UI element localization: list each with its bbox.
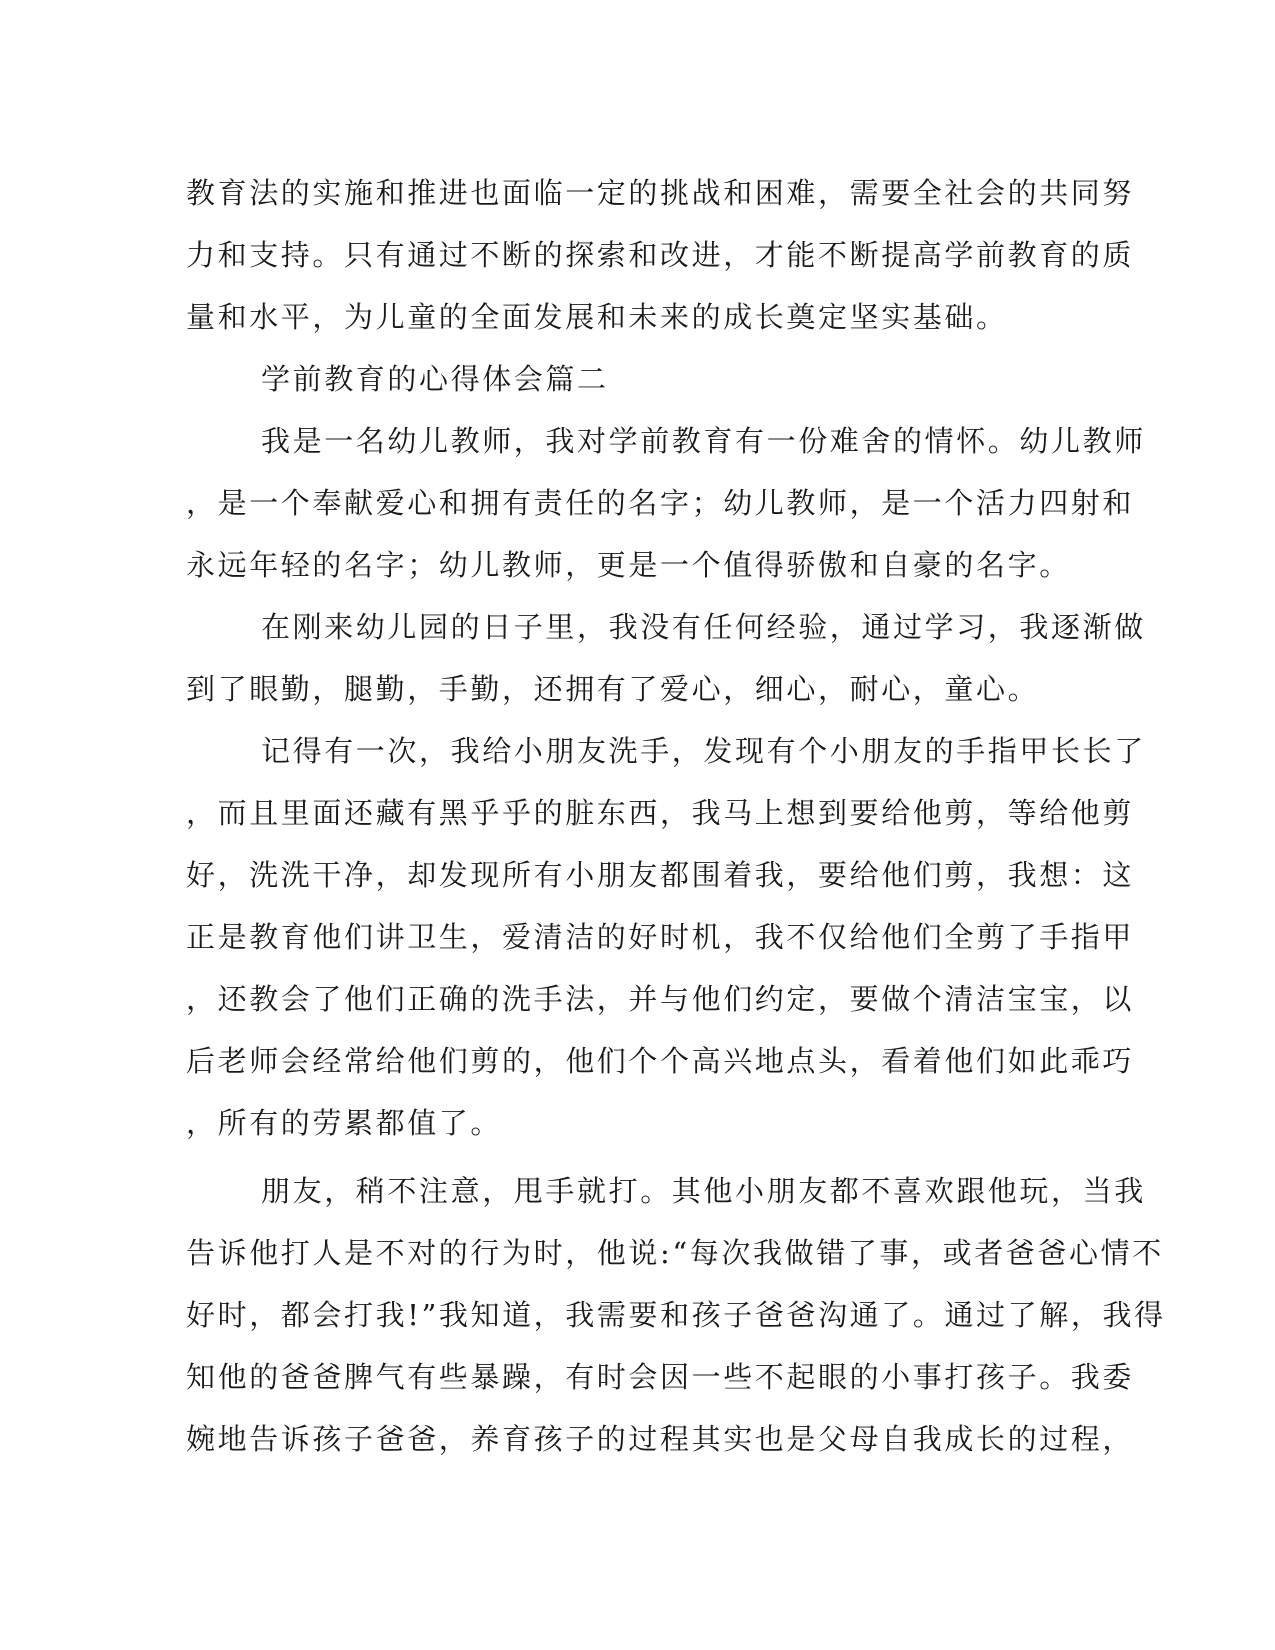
text-line: 量和水平，为儿童的全面发展和未来的成长奠定坚实基础。 bbox=[186, 300, 1008, 334]
text-line: ，还教会了他们正确的洗手法，并与他们约定，要做个清洁宝宝，以 bbox=[186, 982, 1135, 1016]
text-line: 婉地告诉孩子爸爸，养育孩子的过程其实也是父母自我成长的过程， bbox=[186, 1422, 1135, 1456]
section-heading: 学前教育的心得体会篇二 bbox=[261, 362, 609, 396]
body-text bbox=[186, 162, 1166, 1470]
text-line: 好，洗洗干净，却发现所有小朋友都围着我，要给他们剪，我想：这 bbox=[186, 858, 1135, 892]
text-line: 告诉他打人是不对的行为时，他说:“每次我做错了事，或者爸爸心情不 bbox=[186, 1236, 1164, 1270]
text-line: 永远年轻的名字；幼儿教师，更是一个值得骄傲和自豪的名字。 bbox=[186, 548, 1071, 582]
text-line: 到了眼勤，腿勤，手勤，还拥有了爱心，细心，耐心，童心。 bbox=[186, 672, 1040, 706]
text-line: ，是一个奉献爱心和拥有责任的名字；幼儿教师，是一个活力四射和 bbox=[186, 486, 1135, 520]
text-line: 朋友，稍不注意，甩手就打。其他小朋友都不喜欢跟他玩，当我 bbox=[261, 1174, 1146, 1208]
text-line: 知他的爸爸脾气有些暴躁，有时会因一些不起眼的小事打孩子。我委 bbox=[186, 1360, 1135, 1394]
text-line: 正是教育他们讲卫生，爱清洁的好时机，我不仅给他们全剪了手指甲 bbox=[186, 920, 1135, 954]
text-line: 教育法的实施和推进也面临一定的挑战和困难，需要全社会的共同努 bbox=[186, 176, 1135, 210]
text-line: 记得有一次，我给小朋友洗手，发现有个小朋友的手指甲长长了 bbox=[261, 734, 1146, 768]
text-line: ，而且里面还藏有黑乎乎的脏东西，我马上想到要给他剪，等给他剪 bbox=[186, 796, 1135, 830]
text-line: 后老师会经常给他们剪的，他们个个高兴地点头，看着他们如此乖巧 bbox=[186, 1044, 1135, 1078]
text-line: 我是一名幼儿教师，我对学前教育有一份难舍的情怀。幼儿教师 bbox=[261, 424, 1146, 458]
text-line: 力和支持。只有通过不断的探索和改进，才能不断提高学前教育的质 bbox=[186, 238, 1135, 272]
text-line: 好时，都会打我!”我知道，我需要和孩子爸爸沟通了。通过了解，我得 bbox=[186, 1298, 1166, 1332]
text-line: ，所有的劳累都值了。 bbox=[186, 1106, 503, 1140]
text-line: 在刚来幼儿园的日子里，我没有任何经验，通过学习，我逐渐做 bbox=[261, 610, 1146, 644]
